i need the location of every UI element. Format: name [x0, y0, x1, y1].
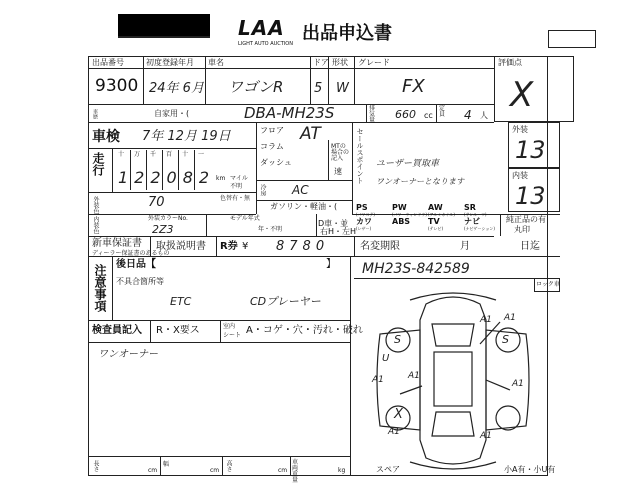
damage-mark-a1-3: A1 — [372, 375, 384, 385]
displacement-label: 排気量 — [369, 105, 376, 124]
width-label: 幅 — [163, 461, 170, 468]
capacity-label: 定員 — [439, 105, 446, 118]
damage-mark-s1: S — [394, 333, 401, 346]
recycle-value: 8780 — [276, 239, 330, 254]
equipment-item-5: ABS — [392, 217, 411, 226]
mileage-unit-label: 千 — [150, 151, 157, 158]
selling-points-label: セールスポイント — [356, 128, 364, 184]
door-value: 5 — [314, 81, 323, 96]
logo: LAA — [238, 16, 285, 40]
mileage-unit-label: 十 — [182, 151, 189, 158]
owner-value: 自家用・( — [154, 109, 190, 118]
recycle-currency: ¥ — [242, 241, 249, 252]
damage-mark-a1-1: A1 — [480, 315, 492, 325]
wheel-label: 右H・左H — [320, 227, 357, 236]
equipment-sub-3: (サンルーフ) — [464, 212, 487, 217]
interior-label: 内装 — [512, 171, 528, 180]
mileage-label: 走行 — [91, 152, 105, 176]
spare-label: スペア — [376, 465, 400, 474]
eval-label: 評価点 — [498, 58, 522, 67]
unknown-label: 不明 — [230, 183, 243, 190]
lot-value: 9300 — [95, 76, 139, 96]
equipment-sub-2: (アルミホイル) — [428, 212, 455, 217]
height-label: 高さ — [225, 460, 232, 472]
sheet-label: シート — [223, 332, 242, 339]
exterior-label: 外装 — [512, 125, 528, 134]
model-code: DBA-MH23S — [244, 104, 335, 122]
transfer-day: 日迄 — [520, 241, 540, 252]
mileage-unit-label: 百 — [166, 151, 173, 158]
equipment-item-0: PS — [356, 203, 368, 212]
notes-label: 注意事項 — [93, 264, 107, 312]
warranty-sub: ディーラー保証書のあるもの — [92, 250, 170, 257]
length-unit: cm — [148, 467, 158, 474]
equipment-sub-6: (テレビ) — [428, 226, 444, 231]
lot-label: 出品番号 — [92, 58, 124, 67]
inspector-note: ワンオーナー — [98, 349, 158, 360]
corner-box — [548, 30, 596, 48]
exterior-value: 13 — [515, 136, 546, 164]
interior-value: 13 — [515, 182, 546, 210]
model-year-value: 年・不明 — [258, 226, 283, 233]
speed-label: 速 — [334, 167, 342, 176]
transfer-label: 名変期限 — [360, 241, 400, 252]
damage-mark-a1-6: A1 — [388, 427, 400, 437]
dash-label: ダッシュ — [260, 158, 292, 167]
mileage-unit-label: 万 — [134, 151, 141, 158]
manual-label: 取扱説明書 — [156, 241, 206, 252]
equipment-sub-1: (パワーウィンドウ) — [392, 212, 427, 217]
equipment-sub-0: (パワステ) — [356, 212, 375, 217]
door-label: ドア — [313, 58, 329, 67]
inspection-value: 7年 12月 19日 — [142, 129, 231, 144]
inspector-legend: R・X要ス — [156, 325, 200, 336]
color-label: 外装色 — [92, 196, 99, 214]
damage-mark-a1-4: A1 — [408, 371, 420, 381]
note-item-1: ETC — [170, 295, 192, 308]
trans-value: AT — [300, 124, 321, 144]
genuine-label: 純正品の有 — [506, 215, 546, 224]
logo-subtitle: LIGHT AUTO AUCTION — [238, 41, 293, 47]
grade-label: グレード — [358, 58, 390, 67]
damage-mark-u: U — [382, 353, 390, 364]
weight-label: 車両重量 — [292, 459, 299, 484]
height-unit: cm — [278, 467, 288, 474]
owner-label: 車歴 — [92, 109, 98, 119]
equipment-item-7: ナビ — [464, 217, 480, 226]
inspection-label: 車検 — [92, 129, 120, 145]
mileage-unit-label: 十 — [118, 151, 125, 158]
drive-label: D車・並 — [318, 219, 349, 228]
defect-label: 不具合箇所等 — [116, 277, 164, 286]
color-no-value: 2Z3 — [152, 223, 174, 236]
damage-mark-a1-5: A1 — [512, 379, 524, 389]
ac-label: 冷房 — [259, 184, 266, 196]
shape-value: W — [336, 81, 349, 96]
color-no-label: 外装カラーNo. — [148, 215, 188, 222]
vin-value: MH23S-842589 — [362, 261, 470, 277]
later-label: 後日品【 — [116, 259, 156, 270]
model-year-label: モデル年式 — [230, 215, 260, 222]
note-item-2: CDプレーヤー — [250, 295, 321, 308]
mileage-value: 122082 — [118, 168, 216, 187]
equipment-item-3: SR — [464, 203, 476, 212]
length-label: 長さ — [92, 460, 99, 472]
model-label: 車名 — [208, 58, 224, 67]
mt-note: MTの場合の記入 — [331, 143, 350, 162]
displacement-unit: cc — [424, 111, 433, 120]
equipment-item-4: カワ — [356, 217, 372, 226]
warranty-label: 新車保証書 — [92, 238, 142, 249]
mile-label: マイル — [230, 175, 248, 182]
eval-value: X — [510, 75, 534, 115]
width-unit: cm — [210, 467, 220, 474]
displacement-value: 660 — [395, 108, 416, 121]
equipment-sub-4: (レザー) — [356, 226, 372, 231]
recycle-label: R券 — [220, 241, 238, 252]
mileage-unit-label: 一 — [198, 151, 205, 158]
inspector-label: 検査員記入 — [92, 325, 142, 336]
equipment-item-1: PW — [392, 203, 407, 212]
size-label: 小A有・小U有 — [504, 465, 556, 474]
selling-point-1: ユーザー買取車 — [376, 159, 440, 169]
genuine-value: 丸印 — [514, 225, 530, 234]
equipment-item-6: TV — [428, 217, 440, 226]
column-label: コラム — [260, 142, 284, 151]
selling-point-2: ワンオーナーとなります — [376, 177, 464, 186]
reg-value: 24年 6月 — [149, 81, 204, 96]
weight-unit: kg — [338, 467, 346, 474]
color-change: 色替有・無 — [220, 195, 251, 202]
reg-label: 初度登録年月 — [146, 58, 194, 67]
transfer-month: 月 — [460, 241, 470, 252]
capacity-value: 4 — [464, 108, 472, 122]
redacted-line — [118, 36, 210, 38]
redacted-block — [118, 14, 210, 36]
lock-label: ロック車 — [536, 281, 560, 288]
model-value: ワゴンR — [228, 78, 284, 96]
grade-value: FX — [402, 76, 425, 97]
later-close: 】 — [326, 259, 336, 270]
page-title: 出品申込書 — [302, 23, 392, 44]
damage-mark-a1-2: A1 — [504, 313, 516, 323]
ac-value: AC — [292, 183, 309, 197]
shape-label: 形状 — [332, 58, 348, 67]
interior-seat-label: 室内 — [223, 323, 236, 330]
color-value: 70 — [148, 195, 165, 210]
floor-label: フロア — [260, 126, 284, 135]
capacity-unit: 人 — [480, 111, 488, 120]
equipment-item-2: AW — [428, 203, 443, 212]
km-label: km — [216, 175, 226, 182]
damage-mark-x: X — [394, 407, 403, 422]
sheet-legend: A・コゲ・穴・汚れ・破れ — [246, 325, 363, 336]
fuel-label: ガソリン・軽油・( — [270, 202, 338, 211]
damage-mark-s2: S — [502, 333, 509, 346]
equipment-sub-7: (ナビゲーション) — [464, 226, 495, 231]
damage-mark-a1-7: A1 — [480, 431, 492, 441]
interior-color-label: 内装色 — [92, 216, 99, 234]
